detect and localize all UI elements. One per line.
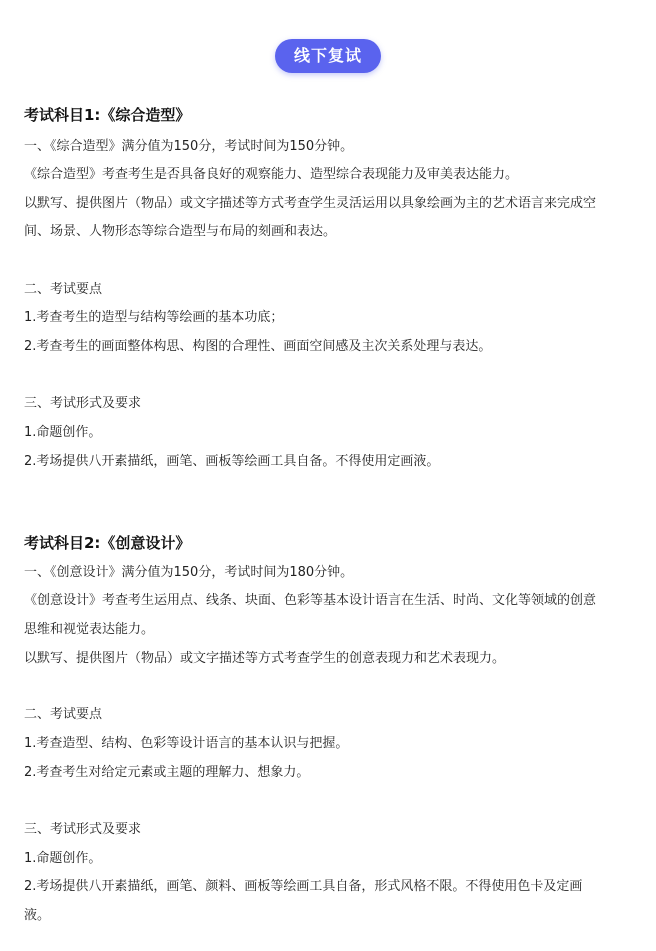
section-2-format-item: 2.考场提供八开素描纸，画笔、颜料、画板等绘画工具自备，形式风格不限。不得使用色卡及定画 [24,879,583,894]
section-2-format-title: 三、考试形式及要求 [24,822,142,837]
section-2-intro-line: 思维和视觉表达能力。 [24,622,155,637]
section-1-intro-line: 以默写、提供图片（物品）或文字描述等方式考查学生灵活运用以具象绘画为主的艺术语言来完成空 [24,196,597,211]
section-1-heading: 考试科目1:《综合造型》 [24,106,191,124]
section-1-point: 2.考查考生的画面整体构思、构图的合理性、画面空间感及主次关系处理与表达。 [24,339,492,354]
section-2-format-item: 1.命题创作。 [24,851,102,866]
section-2-intro-line: 一、《创意设计》满分值为150分，考试时间为180分钟。 [24,565,354,580]
section-2-points-title: 二、考试要点 [24,707,103,722]
section-1-intro-line: 《综合造型》考查考生是否具备良好的观察能力、造型综合表现能力及审美表达能力。 [24,167,519,182]
section-1-format-title: 三、考试形式及要求 [24,396,142,411]
badge-container [0,39,656,73]
section-2-point: 1.考查造型、结构、色彩等设计语言的基本认识与把握。 [24,736,349,751]
section-1-format-item: 1.命题创作。 [24,425,102,440]
section-2-intro-line: 以默写、提供图片（物品）或文字描述等方式考查学生的创意表现力和艺术表现力。 [24,651,506,666]
section-1-point: 1.考查考生的造型与结构等绘画的基本功底； [24,310,284,325]
section-1-format-item: 2.考场提供八开素描纸，画笔、画板等绘画工具自备。不得使用定画液。 [24,454,440,469]
section-2-intro-line: 《创意设计》考查考生运用点、线条、块面、色彩等基本设计语言在生活、时尚、文化等领域的创意 [24,593,597,608]
section-1-points-title: 二、考试要点 [24,282,103,297]
section-2-heading: 考试科目2:《创意设计》 [24,534,191,552]
offline-retest-badge: 线下复试 [275,39,381,73]
section-1-intro-line: 一、《综合造型》满分值为150分，考试时间为150分钟。 [24,139,354,154]
section-2-format-item: 液。 [24,908,51,923]
section-2-point: 2.考查考生对给定元素或主题的理解力、想象力。 [24,765,310,780]
section-1-intro-line: 间、场景、人物形态等综合造型与布局的刻画和表达。 [24,224,337,239]
